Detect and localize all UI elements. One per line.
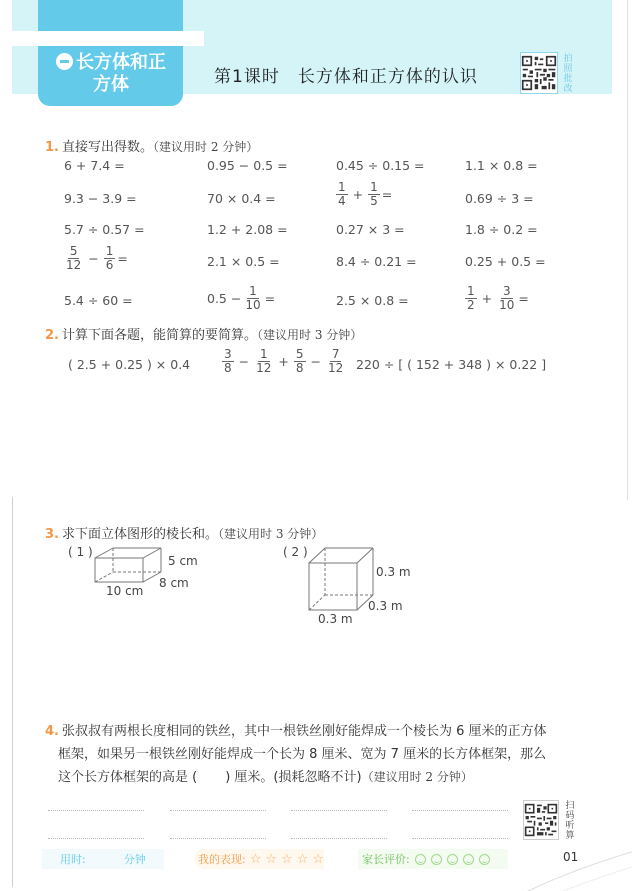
question-4-line-3: 这个长方体框架的高是 ( ) 厘米。(损耗忽略不计)（建议用时 2 分钟） [58, 770, 473, 785]
fraction: $\frac{1}{4}$ [338, 180, 346, 208]
qr-code-icon[interactable] [520, 52, 558, 94]
fraction: $\frac{1}{2}$ [467, 284, 475, 312]
answer-line[interactable] [170, 838, 266, 839]
question-4 [45, 720, 585, 789]
time-hint: （建议用时 3 分钟） [257, 328, 363, 342]
fraction: $\frac{1}{12}$ [256, 347, 272, 375]
q1-item-fraction: $\frac{1}{2}$ + $\frac{3}{10}$ = [467, 284, 529, 312]
answer-line[interactable] [48, 810, 144, 811]
q2-expression-1: ( 2.5 + 0.25 ) × 0.4 [68, 357, 191, 372]
smiley-icon[interactable] [447, 854, 458, 865]
qr-label-photo-grade: 拍 照 批 改 [563, 54, 573, 94]
smiley-icon[interactable] [431, 854, 442, 865]
answer-line[interactable] [48, 838, 144, 839]
smiley-icon[interactable] [463, 854, 474, 865]
time-spent-field[interactable] [42, 849, 164, 869]
fraction: $\frac{5}{8}$ [295, 347, 304, 375]
fraction: $\frac{7}{12}$ [328, 347, 344, 375]
q1-item: 6 + 7.4 = [64, 158, 125, 173]
question-title: 直接写出得数。 [61, 140, 153, 155]
question-title: 计算下面各题，能简算的要简算。 [61, 328, 257, 343]
star-icon[interactable]: ☆ [312, 851, 324, 867]
question-1-heading [45, 136, 258, 155]
answer-line[interactable] [170, 810, 266, 811]
dimension-height: 0.3 m [376, 565, 411, 579]
q1-item: 2.5 × 0.8 = [336, 293, 409, 308]
self-rating [194, 849, 324, 869]
time-hint: （建议用时 2 分钟） [153, 140, 259, 154]
chapter-title [44, 52, 178, 96]
q1-item-fraction: $\frac{1}{4}$ + $\frac{1}{5}$ = [338, 180, 393, 208]
margin-rule [12, 497, 13, 887]
header-white-bar [12, 31, 204, 46]
q1-item: 0.27 × 3 = [336, 222, 405, 237]
margin-rule-right [627, 0, 628, 500]
fraction: $\frac{5}{12}$ [66, 244, 82, 272]
q1-item: 2.1 × 0.5 = [207, 254, 280, 269]
qr-code-icon[interactable] [523, 800, 559, 840]
smiley-icon[interactable] [479, 854, 490, 865]
q2-expression-2: $\frac{3}{8}$ − $\frac{1}{12}$ + $\frac{5}{8}$ − $\frac{7}{12}$ [224, 347, 344, 375]
time-unit: 分钟 [123, 853, 146, 866]
question-title: 求下面立体图形的棱长和。 [61, 527, 218, 542]
time-hint: （建议用时 3 分钟） [218, 527, 324, 541]
q1-item: 0.25 + 0.5 = [465, 254, 546, 269]
q1-item: 1.1 × 0.8 = [465, 158, 538, 173]
q1-item: 1.8 ÷ 0.2 = [465, 222, 538, 237]
q1-item: 5.4 ÷ 60 = [64, 293, 133, 308]
figure-2-label: ( 2 ) [283, 545, 308, 559]
dimension-length: 0.3 m [318, 612, 353, 626]
star-icon[interactable]: ☆ [296, 851, 309, 867]
answer-line[interactable] [291, 810, 387, 811]
q2-expression-3: 220 ÷ [ ( 152 + 348 ) × 0.22 ] [356, 357, 547, 372]
fraction: $\frac{1}{5}$ [370, 180, 378, 208]
cuboid-figure-1 [90, 546, 170, 586]
q1-item-fraction: 0.5 − $\frac{1}{10}$ = [207, 284, 276, 312]
lesson-name: 长方体和正方体的认识 [297, 67, 478, 87]
question-number: 3. [45, 527, 59, 542]
dimension-length: 10 cm [106, 584, 144, 598]
star-icon[interactable]: ☆ [281, 851, 293, 867]
question-number: 1. [45, 140, 59, 155]
answer-line[interactable] [412, 838, 508, 839]
fraction: $\frac{1}{10}$ [245, 284, 261, 312]
star-icon[interactable]: ☆ [249, 851, 262, 867]
answer-line[interactable] [291, 838, 387, 839]
page-curl-shadow [500, 840, 632, 891]
dimension-height: 5 cm [168, 554, 198, 568]
lesson-title [214, 62, 478, 87]
qr-pattern [521, 53, 557, 93]
question-4-line-1: 张叔叔有两根长度相同的铁丝，其中一根铁丝刚好能焊成一个棱长为 6 厘米的正方体 [61, 724, 547, 739]
dimension-width: 0.3 m [368, 599, 403, 613]
performance-label: 我的表现: [198, 853, 246, 866]
qr-pattern [524, 801, 558, 839]
q1-item: 1.2 + 2.08 = [207, 222, 288, 237]
fraction: $\frac{3}{8}$ [224, 347, 232, 375]
q1-item: 0.45 ÷ 0.15 = [336, 158, 425, 173]
q1-item: 0.69 ÷ 3 = [465, 191, 534, 206]
smiley-icon[interactable] [415, 854, 426, 865]
question-3-heading [45, 523, 323, 542]
fraction: $\frac{1}{6}$ [105, 244, 114, 272]
chapter-title-line2: 方体 [93, 74, 129, 95]
q1-item: 5.7 ÷ 0.57 = [64, 222, 145, 237]
q1-item-fraction: $\frac{5}{12}$ − $\frac{1}{6}$ = [66, 244, 128, 272]
answer-line[interactable] [412, 810, 508, 811]
q1-item: 9.3 − 3.9 = [64, 191, 137, 206]
figure-1-label: ( 1 ) [68, 545, 93, 559]
q1-item: 8.4 ÷ 0.21 = [336, 254, 417, 269]
cube-figure-2 [305, 546, 375, 612]
question-number: 4. [45, 724, 59, 739]
question-number: 2. [45, 328, 59, 343]
chapter-title-line1: 长方体和正 [76, 52, 166, 73]
parent-rating [358, 849, 508, 869]
time-label: 用时: [60, 853, 86, 866]
fraction: $\frac{3}{10}$ [499, 284, 515, 312]
parent-rating-label: 家长评价: [362, 853, 410, 866]
q1-item: 0.95 − 0.5 = [207, 158, 288, 173]
time-hint: （建议用时 2 分钟） [361, 770, 473, 784]
star-icon[interactable]: ☆ [265, 851, 278, 867]
dimension-width: 8 cm [159, 576, 189, 590]
lesson-number: 第1课时 [214, 67, 280, 87]
chapter-number-icon [56, 53, 73, 70]
question-4-line-2: 框架，如果另一根铁丝刚好能焊成一个长为 8 厘米、宽为 7 厘米的长方体框架，那么 [58, 747, 547, 762]
question-2-heading [45, 324, 362, 343]
q1-item: 70 × 0.4 = [207, 191, 276, 206]
page-number: 01 [563, 850, 579, 864]
qr-label-scan-listen: 扫 码 听 算 [565, 801, 575, 841]
